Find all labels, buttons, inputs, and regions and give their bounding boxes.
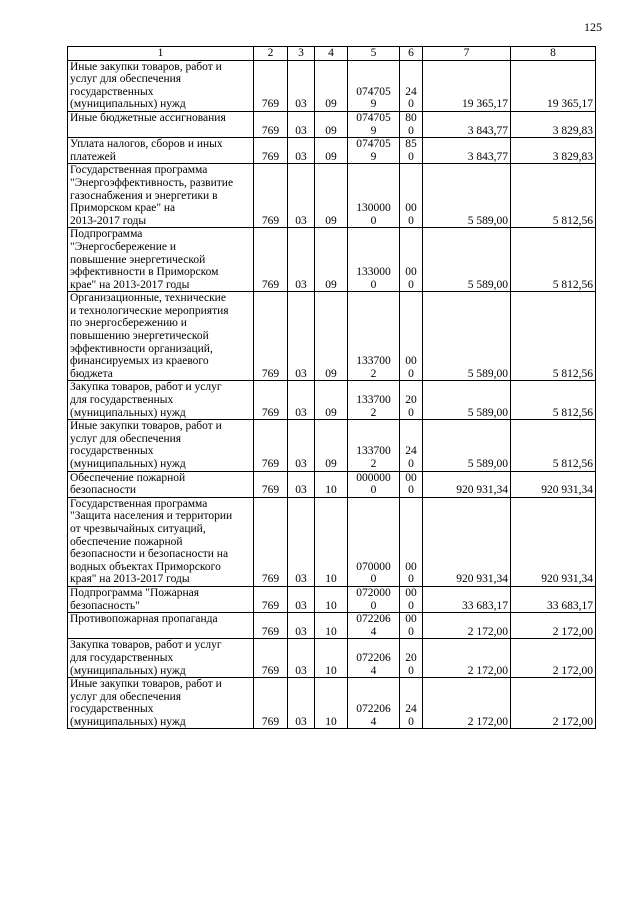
col-header: 2 <box>254 47 288 61</box>
row-name: Иные закупки товаров, работ и услуг для обеспечения государственных (муниципальных) нужд <box>68 420 254 471</box>
amount-col-7: 19 365,17 <box>423 60 511 111</box>
amount-col-7: 5 589,00 <box>423 381 511 420</box>
target-item-code: 133700 2 <box>348 420 400 471</box>
section-code: 03 <box>288 471 315 497</box>
dept-code: 769 <box>254 420 288 471</box>
amount-col-8: 5 812,56 <box>511 381 596 420</box>
table-row <box>68 228 596 292</box>
expense-type-code: 20 0 <box>400 381 423 420</box>
amount-col-8: 5 812,56 <box>511 228 596 292</box>
section-code: 03 <box>288 228 315 292</box>
table-row <box>68 586 596 612</box>
amount-col-7: 3 843,77 <box>423 138 511 164</box>
row-name: Иные закупки товаров, работ и услуг для обеспечения государственных (муниципальных) нужд <box>68 678 254 729</box>
amount-col-8: 2 172,00 <box>511 678 596 729</box>
dept-code: 769 <box>254 471 288 497</box>
subsection-code: 09 <box>315 138 348 164</box>
table-row <box>68 678 596 729</box>
subsection-code: 09 <box>315 60 348 111</box>
table-row <box>68 292 596 381</box>
target-item-code: 133700 2 <box>348 381 400 420</box>
amount-col-7: 5 589,00 <box>423 292 511 381</box>
section-code: 03 <box>288 292 315 381</box>
section-code: 03 <box>288 420 315 471</box>
dept-code: 769 <box>254 164 288 228</box>
amount-col-7: 5 589,00 <box>423 228 511 292</box>
table-row <box>68 381 596 420</box>
target-item-code: 074705 9 <box>348 60 400 111</box>
table-row <box>68 639 596 678</box>
expense-type-code: 24 0 <box>400 60 423 111</box>
dept-code: 769 <box>254 678 288 729</box>
amount-col-8: 3 829,83 <box>511 138 596 164</box>
amount-col-8: 920 931,34 <box>511 471 596 497</box>
dept-code: 769 <box>254 292 288 381</box>
table-row <box>68 111 596 137</box>
table-row <box>68 497 596 586</box>
amount-col-7: 920 931,34 <box>423 497 511 586</box>
section-code: 03 <box>288 613 315 639</box>
section-code: 03 <box>288 60 315 111</box>
expense-type-code: 00 0 <box>400 471 423 497</box>
section-code: 03 <box>288 678 315 729</box>
subsection-code: 10 <box>315 613 348 639</box>
row-name: Государственная программа "Энергоэффективность, развитие газоснабжения и энергетики в Приморском крае" на 2013-2017 годы <box>68 164 254 228</box>
target-item-code: 074705 9 <box>348 111 400 137</box>
section-code: 03 <box>288 111 315 137</box>
target-item-code: 070000 0 <box>348 497 400 586</box>
amount-col-8: 5 812,56 <box>511 164 596 228</box>
expense-type-code: 00 0 <box>400 228 423 292</box>
row-name: Иные бюджетные ассигнования <box>68 111 254 137</box>
row-name: Обеспечение пожарной безопасности <box>68 471 254 497</box>
col-header: 3 <box>288 47 315 61</box>
expense-type-code: 24 0 <box>400 678 423 729</box>
dept-code: 769 <box>254 111 288 137</box>
col-header: 7 <box>423 47 511 61</box>
target-item-code: 133000 0 <box>348 228 400 292</box>
amount-col-7: 2 172,00 <box>423 678 511 729</box>
target-item-code: 072206 4 <box>348 639 400 678</box>
amount-col-7: 5 589,00 <box>423 164 511 228</box>
col-header: 8 <box>511 47 596 61</box>
expense-type-code: 00 0 <box>400 164 423 228</box>
expense-type-code: 00 0 <box>400 497 423 586</box>
expense-type-code: 00 0 <box>400 613 423 639</box>
amount-col-7: 33 683,17 <box>423 586 511 612</box>
target-item-code: 000000 0 <box>348 471 400 497</box>
subsection-code: 09 <box>315 164 348 228</box>
expense-type-code: 24 0 <box>400 420 423 471</box>
amount-col-8: 3 829,83 <box>511 111 596 137</box>
amount-col-8: 2 172,00 <box>511 613 596 639</box>
dept-code: 769 <box>254 497 288 586</box>
subsection-code: 09 <box>315 420 348 471</box>
subsection-code: 10 <box>315 497 348 586</box>
page-number: 125 <box>584 20 602 34</box>
row-name: Уплата налогов, сборов и иных платежей <box>68 138 254 164</box>
row-name: Государственная программа "Защита населения и территории от чрезвычайных ситуаций, обеспечение пожарной безопасности и безопасности на водных объектах Приморского края" на 2013-2017 годы <box>68 497 254 586</box>
row-name: Подпрограмма "Энергосбережение и повышение энергетической эффективности в Приморском крае" на 2013-2017 годы <box>68 228 254 292</box>
header-row <box>68 47 596 61</box>
amount-col-8: 5 812,56 <box>511 292 596 381</box>
target-item-code: 072000 0 <box>348 586 400 612</box>
target-item-code: 072206 4 <box>348 613 400 639</box>
table-row <box>68 471 596 497</box>
row-name: Закупка товаров, работ и услуг для государственных (муниципальных) нужд <box>68 639 254 678</box>
subsection-code: 10 <box>315 639 348 678</box>
subsection-code: 09 <box>315 381 348 420</box>
col-header: 4 <box>315 47 348 61</box>
subsection-code: 10 <box>315 678 348 729</box>
target-item-code: 074705 9 <box>348 138 400 164</box>
section-code: 03 <box>288 639 315 678</box>
section-code: 03 <box>288 497 315 586</box>
table-row <box>68 138 596 164</box>
target-item-code: 133700 2 <box>348 292 400 381</box>
subsection-code: 09 <box>315 111 348 137</box>
row-name: Противопожарная пропаганда <box>68 613 254 639</box>
section-code: 03 <box>288 381 315 420</box>
col-header: 6 <box>400 47 423 61</box>
amount-col-7: 2 172,00 <box>423 639 511 678</box>
row-name: Организационные, технические и технологические мероприятия по энергосбережению и повышению энергетической эффективности организаций, финансируемых из краевого бюджета <box>68 292 254 381</box>
expense-type-code: 00 0 <box>400 292 423 381</box>
expense-type-code: 85 0 <box>400 138 423 164</box>
budget-table <box>67 46 596 729</box>
amount-col-7: 920 931,34 <box>423 471 511 497</box>
table-row <box>68 60 596 111</box>
amount-col-8: 33 683,17 <box>511 586 596 612</box>
dept-code: 769 <box>254 138 288 164</box>
target-item-code: 130000 0 <box>348 164 400 228</box>
subsection-code: 10 <box>315 586 348 612</box>
target-item-code: 072206 4 <box>348 678 400 729</box>
amount-col-7: 5 589,00 <box>423 420 511 471</box>
dept-code: 769 <box>254 586 288 612</box>
section-code: 03 <box>288 138 315 164</box>
amount-col-7: 3 843,77 <box>423 111 511 137</box>
row-name: Подпрограмма "Пожарная безопасность" <box>68 586 254 612</box>
amount-col-8: 920 931,34 <box>511 497 596 586</box>
amount-col-8: 5 812,56 <box>511 420 596 471</box>
dept-code: 769 <box>254 228 288 292</box>
subsection-code: 10 <box>315 471 348 497</box>
dept-code: 769 <box>254 639 288 678</box>
subsection-code: 09 <box>315 228 348 292</box>
row-name: Закупка товаров, работ и услуг для государственных (муниципальных) нужд <box>68 381 254 420</box>
table-row <box>68 420 596 471</box>
section-code: 03 <box>288 164 315 228</box>
amount-col-7: 2 172,00 <box>423 613 511 639</box>
col-header: 5 <box>348 47 400 61</box>
dept-code: 769 <box>254 381 288 420</box>
row-name: Иные закупки товаров, работ и услуг для обеспечения государственных (муниципальных) нужд <box>68 60 254 111</box>
amount-col-8: 2 172,00 <box>511 639 596 678</box>
dept-code: 769 <box>254 60 288 111</box>
dept-code: 769 <box>254 613 288 639</box>
expense-type-code: 20 0 <box>400 639 423 678</box>
expense-type-code: 80 0 <box>400 111 423 137</box>
amount-col-8: 19 365,17 <box>511 60 596 111</box>
table-row <box>68 613 596 639</box>
section-code: 03 <box>288 586 315 612</box>
col-header: 1 <box>68 47 254 61</box>
table-row <box>68 164 596 228</box>
expense-type-code: 00 0 <box>400 586 423 612</box>
subsection-code: 09 <box>315 292 348 381</box>
